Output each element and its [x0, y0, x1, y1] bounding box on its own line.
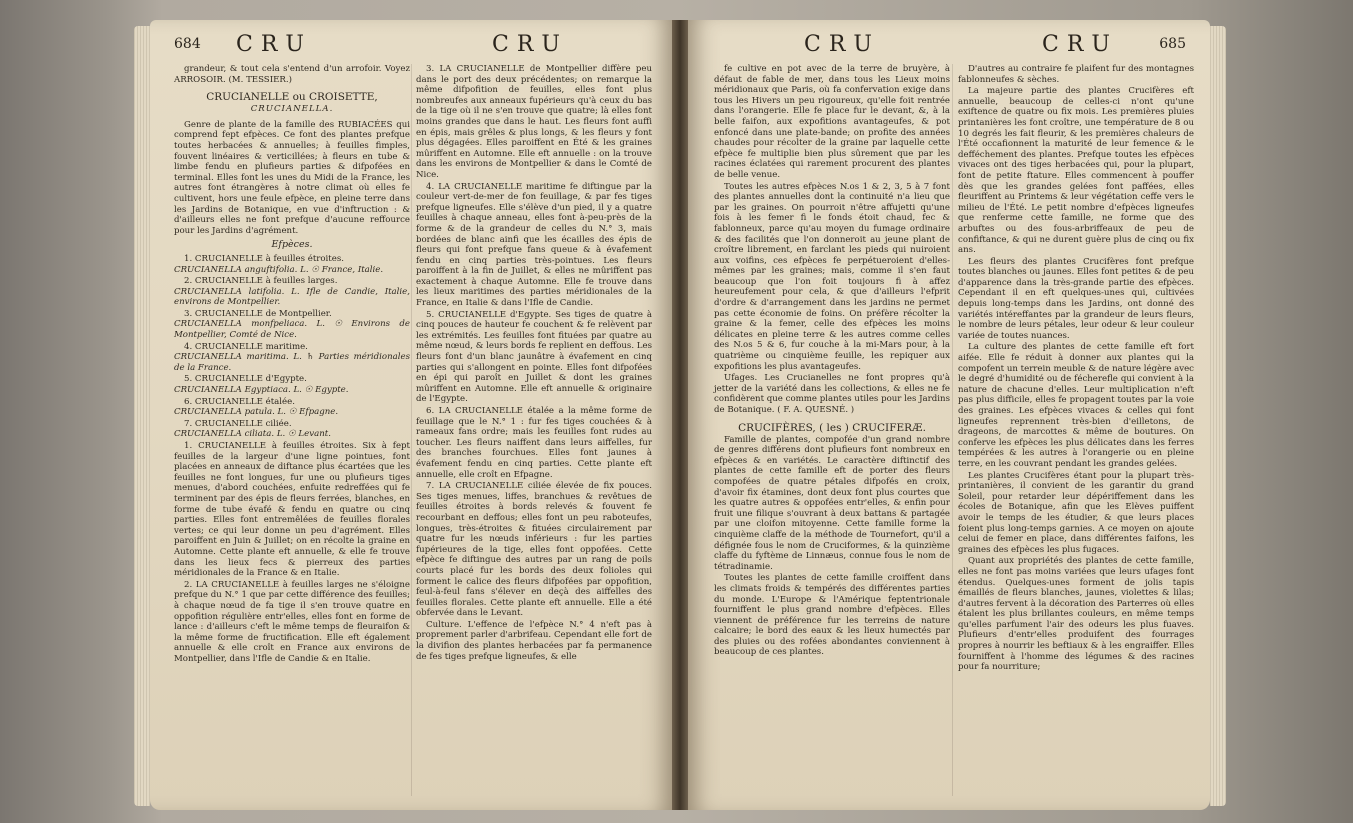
right-running-head — [712, 32, 1186, 60]
paragraph: 2. LA CRUCIANELLE à feuilles larges ne s'éloigne prefque du N.° 1 que par cette différence des feuilles; à chaque nœud de fa tige il s'en trouve quatre en oppofition régulière entr'elles, elles font en forme de lance : d'ailleurs c'eft le même temps de fleuraifon & la même forme de fructification. Elle eft également annuelle & elle croît en France aux environs de Montpellier, dans l'Ifle de Candie & en Italie. — [174, 579, 410, 664]
species-latin-name: CRUCIANELLA maritima. L. ♄ Parties méridionales de la France. — [174, 352, 410, 373]
left-page-edges — [134, 26, 150, 806]
paragraph: La majeure partie des plantes Crucifères eft annuelle, beaucoup de celles-ci n'ont qu'une exiftence de quatre ou fix mois. Les premières pluies printanières les font croître, une température de 8 ou 10 degrés les fait fleurir, & les premières chaleurs de l'Été occafionnent la maturité de leur femence & le defféchement des plantes. Prefque toutes les efpèces vivaces ont des tiges herbacées qui, pour la plupart, font de petite ftature. Elles commencent à pouffer dès que les grandes gelées font paffées, elles fleuriffent au Printems & leur végétation ceffe vers le milieu de l'Été. Le petit nombre d'efpèces ligneufes que renferme cette famille, ne forme que des arbuftes ou des fous-arbriffeaux de peu de confiftance, & qui ne durent guère plus de cinq ou fix ans. — [958, 86, 1194, 256]
paragraph: Ufages. Les Crucianelles ne font propres qu'à jetter de la variété dans les collections, & elles ne fe confidèrent que comme plantes utiles pour les Jardins de Botanique. ( F. A. QUESNÉ. ) — [714, 373, 950, 415]
paragraph: 7. LA CRUCIANELLE ciliée élevée de fix pouces. Ses tiges menues, liffes, branchues & revêtues de feuilles étroites à bords relevés & fouvent fe recourbant en deffous; elles font un peu raboteufes, longues, très-étroites & fituées circulairement par quatre fur les nœuds inférieurs : fur les parties fupérieures de la tige, elles font oppofées. Cette efpèce fe diftingue des autres par un rang de poils courts placé fur les bords des deux folioles qui forment le calice des fleurs difpofées par oppofition, feul-à-feul fans s'élever en deçà des aiffelles des feuilles florales. Cette plante eft annuelle. Elle a été obfervée dans le Levant. — [416, 481, 652, 619]
left-head-title-2: CRU — [492, 32, 568, 57]
paragraph: Les fleurs des plantes Crucifères font prefque toutes blanches ou jaunes. Elles font petites & de peu d'apparence dans la très-grande partie des efpèces. Cependant il en eft quelques-unes qui, cultivées depuis long-temps dans les Jardins, ont donné des variétés intéreffantes par la grandeur de leurs fleurs, le nombre de leurs pétales, leur odeur & leur couleur variée de toutes nuances. — [958, 256, 1194, 341]
left-head-title-1: CRU — [236, 32, 312, 57]
species-latin-name: CRUCIANELLA latifolia. L. Ifle de Candie, Italie, environs de Montpellier. — [174, 286, 410, 308]
left-column-rule — [411, 64, 412, 796]
right-column-rule — [952, 64, 953, 796]
species-latin-name: CRUCIANELLA Egyptiaca. L. ☉ Egypte. — [174, 385, 349, 396]
article-subheading: CRUCIANELLA. — [250, 104, 334, 115]
right-head-title-1: CRU — [804, 32, 880, 57]
paragraph: Toutes les plantes de cette famille croiffent dans les climats froids & tempérés des différentes parties du monde. L'Europe & l'Amérique feptentrionale fourniffent le plus grand nombre d'efpèces. Elles viennent de préférence fur les terreins de nature calcaire; le bord des eaux & les lieux humectés par des pluies ou des rofées abondantes conviennent à beaucoup de ces plantes. — [714, 573, 950, 658]
paragraph: 6. LA CRUCIANELLE étalée a la même forme de feuillage que le N.° 1 : fur fes tiges couchées & à rameaux fans ordre; mais les feuilles font rudes au toucher. Les fleurs naiffent dans leurs aiffelles, fur des branches fourchues. Elles font jaunes à évafement fendu en cinq parties. Cette plante eft annuelle, elle croît en Efpagne. — [416, 406, 652, 480]
paragraph: Genre de plante de la famille des RUBIACÉES qui comprend fept efpèces. Ce font des plantes prefque toutes herbacées & annuelles; à feuilles fimples, fouvent linéaires & verticillées; à fleurs en tube & limbe fendu en plufieurs parties & difpofées en terminal. Elles font les unes du Midi de la France, les autres font étrangères à notre climat où elles fe cultivent, hors une feule efpèce, en pleine terre dans les Jardins de Botanique, en vue d'inftruction : & d'ailleurs elles ne font prefque d'aucune reffource pour les Jardins d'agrément. — [174, 119, 410, 236]
left-page — [150, 20, 672, 810]
species-list-item: 5. CRUCIANELLE d'Egypte. — [184, 374, 307, 385]
species-list-item: 7. CRUCIANELLE ciliée. — [184, 418, 292, 429]
paragraph: Famille de plantes, compofée d'un grand nombre de genres différens dont plufieurs font nombreux en efpèces & en variétés. Le caractère diftinctif des plantes de cette famille eft de porter des fleurs compofées de quatre pétales difpofés en croix, d'avoir fix étamines, dont deux font plus courtes que les quatre autres & oppofées entr'elles, & enfin pour fruit une filique s'ouvrant à deux battans & partagée par une cloifon mitoyenne. Cette famille forme la cinquième claffe de la méthode de Tournefort, qu'il a défignée fous le nom de Cruciformes, & la quinzième claffe du fyftème de Linnæus, connue fous le nom de tétradinamie. — [714, 434, 950, 572]
paragraph: La culture des plantes de cette famille eft fort aifée. Elle fe réduit à donner aux plantes qui la compofent un terrein meuble & de nature légère avec le degré d'humidité ou de fécherefle qui convient à la nature de chacune d'elles. Leur multiplication n'eft pas plus difficile, elles fe propagent toutes par la voie des graines. Les efpèces vivaces & celles qui font ligneufes reprennent très-bien d'eilletons, de drageons, de marcottes & même de boutures. On conferve les efpèces les plus délicates dans les ferres tempérées & les autres à l'orangerie ou en pleine terre, en les couvrant pendant les grandes gelées. — [958, 342, 1194, 469]
species-list-item: 6. CRUCIANELLE étalée. — [184, 396, 295, 407]
species-latin-name: CRUCIANELLA monfpeliaca. L. ☉ Environs de Montpellier, Comté de Nice. — [174, 319, 410, 341]
paragraph: Quant aux propriétés des plantes de cette famille, elles ne font pas moins variées que leurs ufages font étendus. Quelques-unes forment de jolis tapis émaillés de fleurs blanches, jaunes, violettes & lilas; d'autres fervent à la décoration des Parterres où elles étalent les plus brillantes couleurs, en même temps qu'elles parfument l'air des odeurs les plus fuaves. Plufieurs d'entr'elles produifent des fourrages propres à nourrir les beftiaux & à les engraiffer. Elles fourniffent à l'homme des légumes & des racines pour fa nourriture; — [958, 556, 1194, 673]
paragraph: 3. LA CRUCIANELLE de Montpellier diffère peu dans le port des deux précédentes; on remarque la même difpofition de feuilles, elles font plus nombreufes aux anneaux fupérieurs qu'à ceux du bas de la tige où il ne s'en trouve que quatre; là elles font moins grandes que dans le haut. Les fleurs font auffi en épis, mais grêles & plus longs, & les fleurs y font plus dégagées. Elles paroiffent en Été & les graines mûriffent en Automne. Elle eft annuelle : on la trouve dans les environs de Montpellier & dans le Comté de Nice. — [416, 64, 652, 180]
paragraph: 1. CRUCIANELLE à feuilles étroites. Six à fept feuilles de la largeur d'une ligne pointues, font placées en anneaux de diftance plus écartées que les feuilles ne font longues, fur une ou plufieurs tiges menues, d'abord couchées, enfuite redreffées qui fe terminent par des épis de fleurs ferrées, blanches, en forme de tube évafé & fendu en quatre ou cinq parties. Elles font entremêlées de feuilles florales vertes; ce qui leur donne un peu d'agrément. Elles paroiffent en Juin & Juillet; on en récolte la graine en Automne. Cette plante eft annuelle, & elle fe trouve dans les lieux fecs & pierreux des parties méridionales de la France & en Italie. — [174, 441, 410, 579]
species-list-item: 4. CRUCIANELLE maritime. — [184, 341, 308, 352]
open-book — [150, 20, 1210, 810]
section-label: Efpèces. — [271, 239, 313, 251]
right-page — [688, 20, 1210, 810]
right-head-title-2: CRU — [1042, 32, 1118, 57]
paragraph: Culture. L'effence de l'efpèce N.° 4 n'eft pas à proprement parler d'arbrifeau. Cependant elle fort de la divifion des plantes herbacées par fa permanence de fes tiges prefque ligneufes, & elle — [416, 619, 652, 662]
right-page-edges — [1210, 26, 1226, 806]
right-page-number: 685 — [1159, 36, 1186, 52]
species-latin-name: CRUCIANELLA ciliata. L. ☉ Levant. — [174, 429, 331, 440]
paragraph: grandeur, & tout cela s'entend d'un arrofoir. Voyez ARROSOIR. (M. TESSIER.) — [174, 64, 410, 85]
species-list-item: 3. CRUCIANELLE de Montpellier. — [184, 308, 332, 319]
left-running-head — [174, 32, 648, 60]
article-heading: CRUCIFÈRES, ( les ) CRUCIFERÆ. — [738, 421, 926, 434]
right-column-2 — [958, 64, 1194, 674]
paragraph: D'autres au contraire fe plaifent fur des montagnes fablonneufes & sèches. — [958, 64, 1194, 85]
article-heading: CRUCIANELLE ou CROISETTE, — [206, 91, 378, 104]
paragraph: fe cultive en pot avec de la terre de bruyère, à défaut de fable de mer, dans tous les Lieux moins méridionaux que Paris, où fa confervation exige dans tous les Hivers un peu rigoureux, qu'elle foit rentrée dans l'orangerie. Elle fe place fur le devant, &, à la belle faifon, aux expofitions avantageufes, & pot enfoncé dans une plate-bande; on profite des années chaudes pour récolter de la graine par laquelle cette efpèce fe multiplie bien plus sûrement que par les racines éclatées qui rarement procurent des plantes de belle venue. — [714, 64, 950, 180]
species-list-item: 2. CRUCIANELLE à feuilles larges. — [184, 276, 338, 287]
species-latin-name: CRUCIANELLA patula. L. ☉ Efpagne. — [174, 407, 339, 418]
paragraph: 4. LA CRUCIANELLE maritime fe diftingue par la couleur vert-de-mer de fon feuillage, & par fes tiges prefque ligneufes. Elle s'élève d'un pied, il y a quatre feuilles à chaque anneau, elles font à-peu-près de la forme & de la grandeur de celles du N.° 3, mais bordées de blanc ainfi que les écailles des épis de fleurs qui font prefque fans queue & à évafement fendu en cinq parties très-pointues. Les fleurs paroiffent à la fin de Juillet, & elles ne mûriffent pas exactement à chaque Automne. Elle fe trouve dans les lieux maritimes des parties méridionales de la France, en Italie & dans l'Ifle de Candie. — [416, 181, 652, 309]
species-list-item: 1. CRUCIANELLE à feuilles étroites. — [184, 253, 344, 264]
paragraph: Toutes les autres efpèces N.os 1 & 2, 3, 5 à 7 font des plantes annuelles dont la continuité n'a lieu que par les graines. On pourroit n'être affujetti qu'une fois à les femer fi le fonds étoit chaud, fec & fablonneux, parce qu'au moyen du fumage ordinaire & des facilités que l'on donneroit au jeune plant de croître librement, en farclant les pieds qui nuiroient aux voifins, ces efpèces fe perpétueroient d'elles-mêmes par les graines; mais, comme il s'en faut beaucoup que l'on foit toujours fi à affez heureufement pour cela, & que d'ailleurs l'efprit d'ordre & d'arrangement dans les jardins ne permet pas cette économie de foins. On préfère récolter la graine & la femer, celle des efpèces les moins délicates en pleine terre & les autres comme celles des N.os 5 & 6, fur couche à la mi-Mars pour, à la quatrième ou cinquième feuille, les repiquer aux expofitions les plus avantageufes. — [714, 181, 950, 372]
paragraph: Les plantes Crucifères étant pour la plupart très-printanières, il convient de les garantir du grand Soleil, pour retarder leur dépériffement dans les écoles de Botanique, afin que les Elèves puiffent avoir le temps de les étudier, & que leurs places foient plus long-temps garnies. A ce moyen on ajoute celui de femer en place, dans différentes faifons, les graines des efpèces les plus fugaces. — [958, 470, 1194, 555]
left-page-number: 684 — [174, 36, 201, 52]
book-gutter — [672, 20, 688, 810]
paragraph: 5. CRUCIANELLE d'Egypte. Ses tiges de quatre à cinq pouces de hauteur fe couchent & fe relèvent par les extrémités. Les feuilles font fituées par quatre au même nœud, & leurs bords fe replient en deffous. Les fleurs font d'un blanc jaunâtre à évafement en cinq parties qui s'allongent en pointe. Elles font difpofées en épi qui paroît en Juillet & dont les graines mûriffent en Automne. Elle eft annuelle & originaire de l'Egypte. — [416, 309, 652, 405]
left-column-2 — [416, 64, 652, 663]
species-latin-name: CRUCIANELLA anguftifolia. L. ☉ France, Italie. — [174, 264, 384, 275]
right-column-1 — [714, 64, 950, 659]
left-column-1 — [174, 64, 410, 665]
